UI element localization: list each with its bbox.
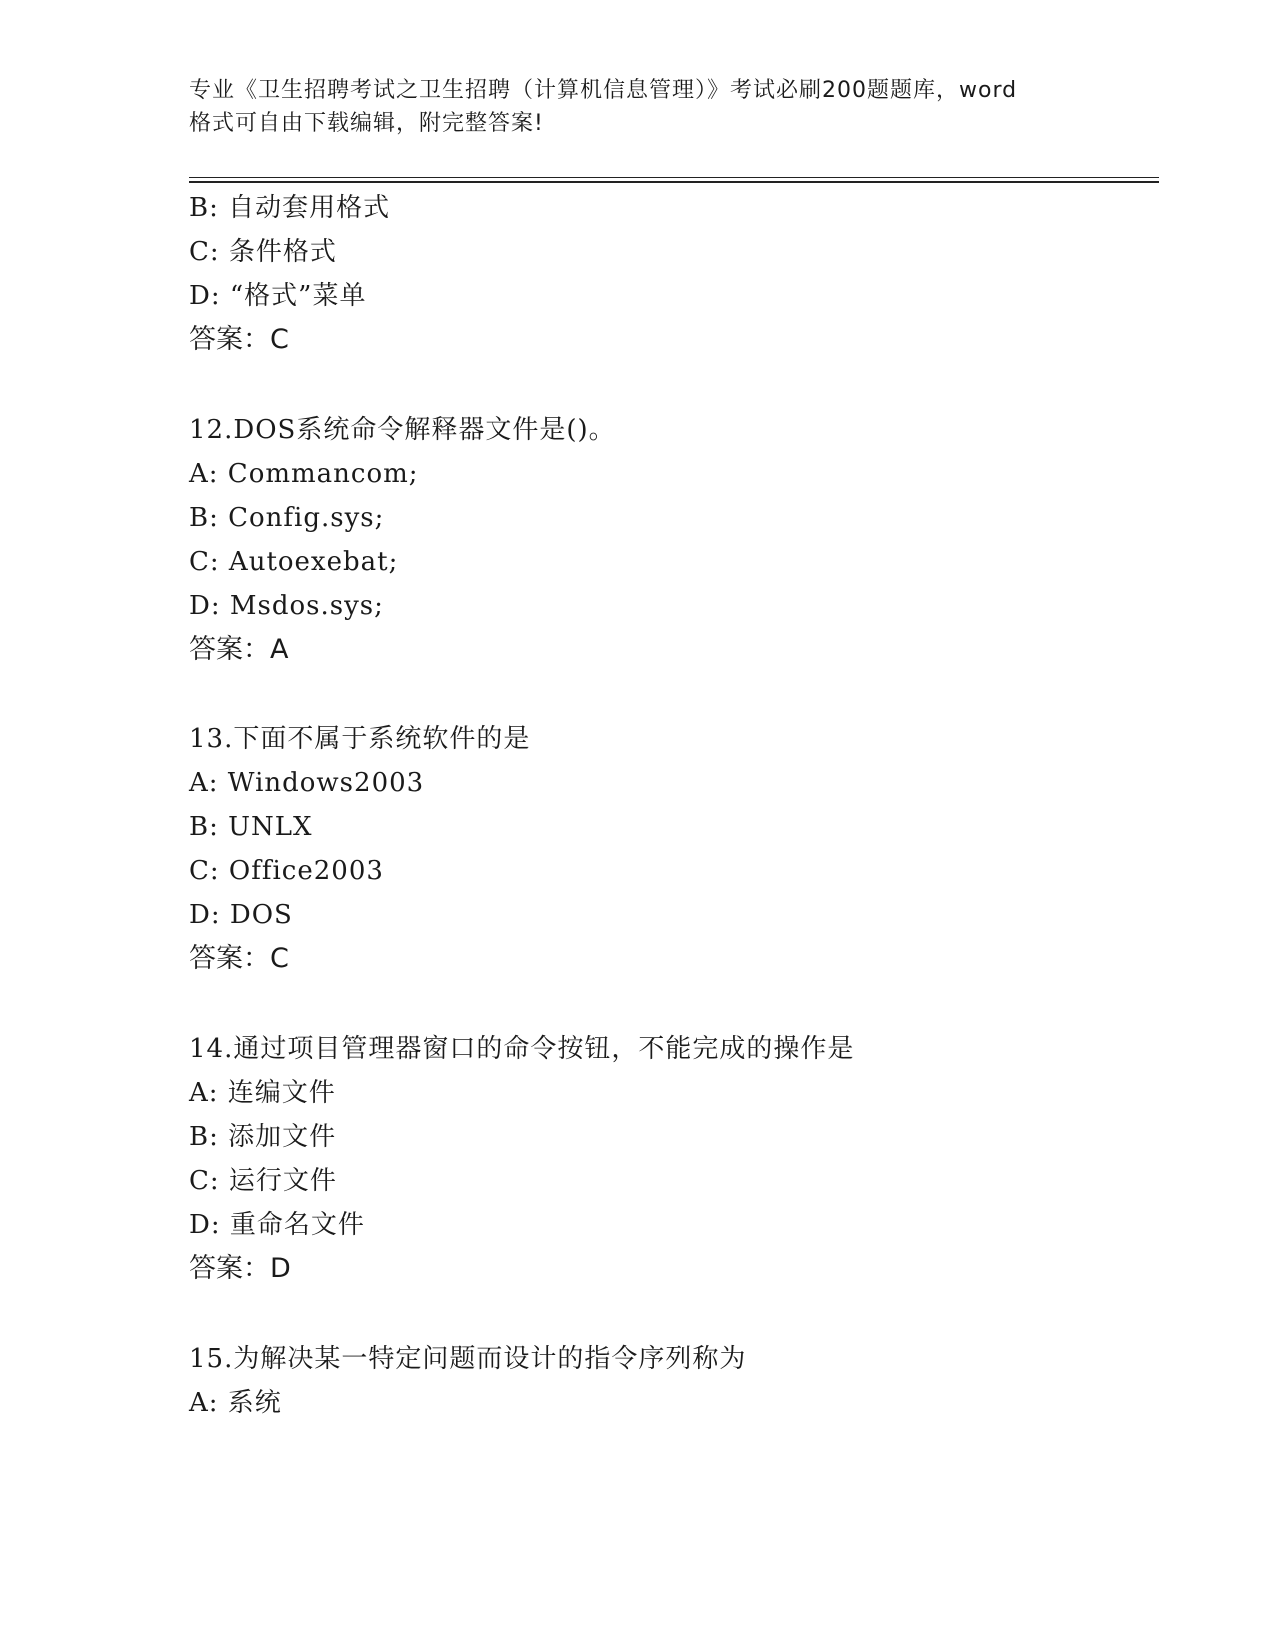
answer: 答案：A <box>189 634 289 665</box>
header-rule-thick <box>189 181 1159 183</box>
option-c: C: 条件格式 <box>189 237 337 267</box>
question-stem: 12.DOS系统命令解释器文件是()。 <box>189 415 616 445</box>
document-header <box>189 74 1089 140</box>
option-a: A: Windows2003 <box>189 768 425 798</box>
option-a: A: Commancom; <box>189 459 419 489</box>
option-d: D: 重命名文件 <box>189 1210 365 1240</box>
option-c: C: Office2003 <box>189 856 384 886</box>
option-a: A: 系统 <box>189 1388 282 1418</box>
header-rule-thin <box>189 177 1159 178</box>
option-b: B: Config.sys; <box>189 503 385 533</box>
header-line-2: 格式可自由下载编辑，附完整答案! <box>189 111 544 136</box>
answer: 答案：C <box>189 943 289 974</box>
option-d: D: DOS <box>189 900 293 930</box>
option-d: D: Msdos.sys; <box>189 591 384 621</box>
answer: 答案：D <box>189 1253 291 1284</box>
option-b: B: UNLX <box>189 812 313 842</box>
question-stem: 15.为解决某一特定问题而设计的指令序列称为 <box>189 1344 747 1374</box>
question-stem: 13.下面不属于系统软件的是 <box>189 724 531 754</box>
option-c: C: Autoexebat; <box>189 547 399 577</box>
option-b: B: 自动套用格式 <box>189 193 391 223</box>
option-a: A: 连编文件 <box>189 1078 336 1108</box>
question-stem: 14.通过项目管理器窗口的命令按钮，不能完成的操作是 <box>189 1034 855 1064</box>
answer: 答案：C <box>189 324 289 355</box>
option-d: D: “格式”菜单 <box>189 281 367 311</box>
option-b: B: 添加文件 <box>189 1122 337 1152</box>
header-line-1: 专业《卫生招聘考试之卫生招聘（计算机信息管理）》考试必刷200题题库，word <box>189 78 1018 103</box>
option-c: C: 运行文件 <box>189 1166 337 1196</box>
